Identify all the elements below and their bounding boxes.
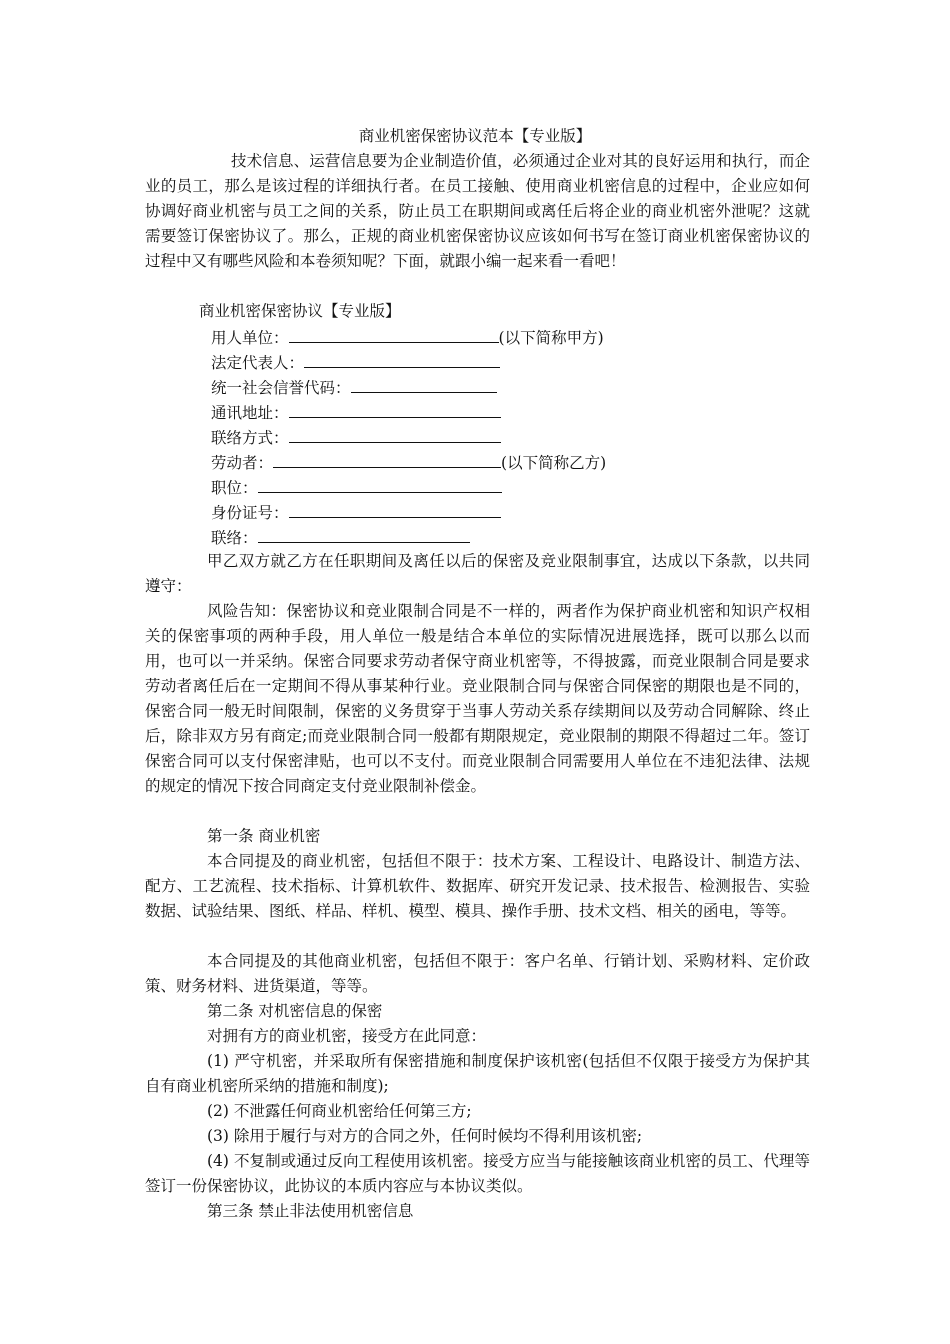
article-2-item-3: (3) 除用于履行与对方的合同之外，任何时候均不得利用该机密; xyxy=(207,1127,643,1145)
blank-line[interactable] xyxy=(273,449,501,468)
blank-line[interactable] xyxy=(351,374,497,393)
field-label: 身份证号： xyxy=(211,504,289,522)
blank-line[interactable] xyxy=(289,399,501,418)
field-label: 职位： xyxy=(211,479,258,497)
blank-line[interactable] xyxy=(289,499,501,518)
risk-notice: 风险告知：保密协议和竞业限制合同是不一样的，两者作为保护商业机密和知识产权相关的保密事项的两种手段，用人单位一般是结合本单位的实际情况进展选择，既可以那么以而用，也可以一并采纳。保密合同要求劳动者保守商业机密等，不得披露，而竞业限制合同是要求劳动者离任后在一定期间不得从事某种行业。竞业限制合同与保密合同保密的期限也是不同的，保密合同一般无时间限制，保密的义务贯穿于当事人劳动关系存续期间以及劳动合同解除、终止后，除非双方另有商定;而竞业限制合同一般都有期限规定，竞业限制的期限不得超过二年。签订保密合同可以支付保密津贴，也可以不支付。而竞业限制合同需要用人单位在不违犯法律、法规的规定的情况下按合同商定支付竞业限制补偿金。 xyxy=(145,602,810,795)
field-label: 联络： xyxy=(211,529,258,547)
article-3-heading: 第三条 禁止非法使用机密信息 xyxy=(207,1202,414,1220)
article-1-heading: 第一条 商业机密 xyxy=(207,827,321,845)
field-address xyxy=(211,399,501,426)
article-1-paragraph-1: 本合同提及的商业机密，包括但不限于：技术方案、工程设计、电路设计、制造方法、配方、工艺流程、技术指标、计算机软件、数据库、研究开发记录、技术报告、检测报告、实验数据、试验结果、图纸、样品、样机、模型、模具、操作手册、技术文档、相关的函电，等等。 xyxy=(145,852,810,920)
article-1-paragraph-2: 本合同提及的其他商业机密，包括但不限于：客户名单、行销计划、采购材料、定价政策、财务材料、进货渠道，等等。 xyxy=(145,952,810,995)
field-credit-code xyxy=(211,374,497,401)
article-2-item-1: (1) 严守机密，并采取所有保密措施和制度保护该机密(包括但不仅限于接受方为保护其自有商业机密所采纳的措施和制度); xyxy=(145,1052,810,1095)
field-legal-representative xyxy=(211,349,500,376)
field-employer xyxy=(211,324,604,351)
field-label: 劳动者： xyxy=(211,454,274,472)
article-2-intro: 对拥有方的商业机密，接受方在此同意： xyxy=(207,1027,487,1045)
intro-paragraph: 技术信息、运营信息要为企业制造价值，必须通过企业对其的良好运用和执行，而企业的员工，那么是该过程的详细执行者。在员工接触、使用商业机密信息的过程中，企业应如何协调好商业机密与员工之间的关系，防止员工在职期间或离任后将企业的商业机密外泄呢？这就需要签订保密协议了。那么，正规的商业机密保密协议应该如何书写在签订商业机密保密协议的过程中又有哪些风险和本卷须知呢？下面，就跟小编一起来看一看吧！ xyxy=(145,152,810,270)
document-title: 商业机密保密协议范本【专业版】 xyxy=(358,127,592,145)
field-label: 联络方式： xyxy=(211,429,289,447)
blank-line[interactable] xyxy=(289,324,499,343)
field-position xyxy=(211,474,502,501)
blank-line[interactable] xyxy=(258,474,502,493)
agreement-intro: 甲乙双方就乙方在任职期间及离任以后的保密及竞业限制事宜，达成以下条款，以共同遵守： xyxy=(145,552,810,595)
agreement-subtitle: 商业机密保密协议【专业版】 xyxy=(199,302,401,320)
blank-line[interactable] xyxy=(289,424,501,443)
article-2-item-2: (2) 不泄露任何商业机密给任何第三方; xyxy=(207,1102,472,1120)
field-label: 法定代表人： xyxy=(211,354,305,372)
field-label: 通讯地址： xyxy=(211,404,289,422)
article-2-item-4: (4) 不复制或通过反向工程使用该机密。接受方应当与能接触该商业机密的员工、代理等签订一份保密协议，此协议的本质内容应与本协议类似。 xyxy=(145,1152,810,1195)
field-liaison xyxy=(211,524,470,551)
field-contact xyxy=(211,424,501,451)
field-employee xyxy=(211,449,606,476)
field-label: 统一社会信誉代码： xyxy=(211,379,351,397)
field-id-number xyxy=(211,499,501,526)
article-2-heading: 第二条 对机密信息的保密 xyxy=(207,1002,383,1020)
field-label: 用人单位： xyxy=(211,329,289,347)
blank-line[interactable] xyxy=(304,349,500,368)
field-suffix: (以下简称甲方) xyxy=(498,329,604,347)
blank-line[interactable] xyxy=(258,524,470,543)
field-suffix: (以下简称乙方) xyxy=(501,454,607,472)
